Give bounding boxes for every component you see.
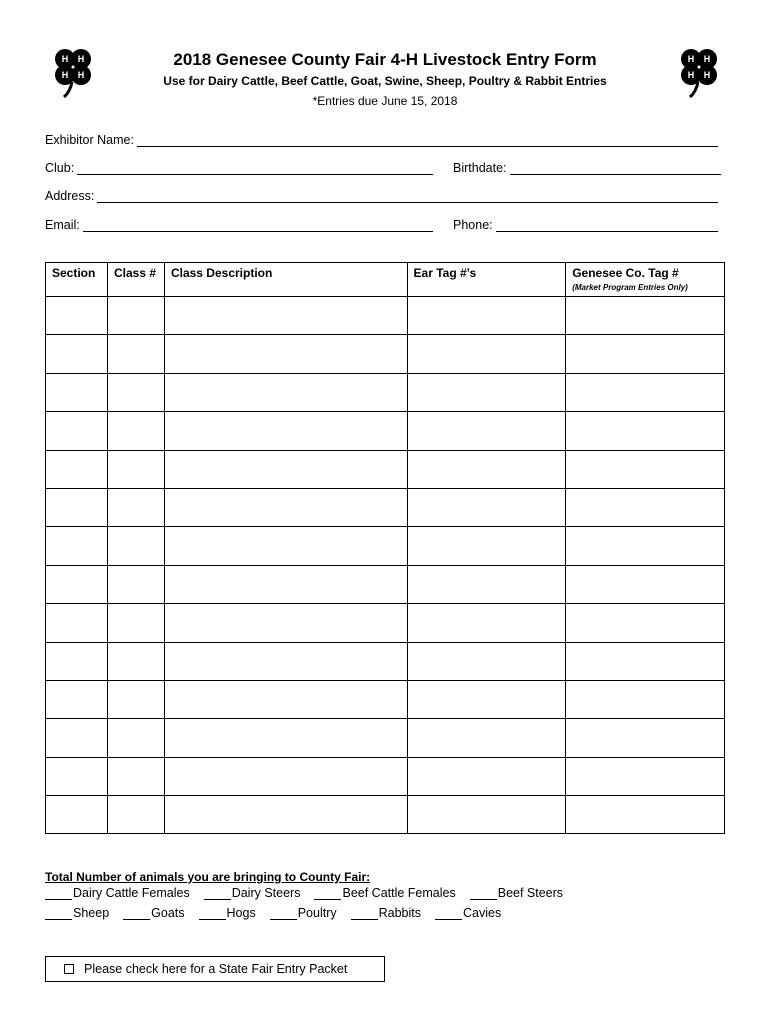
cell-class-number[interactable] <box>107 680 164 718</box>
table-row <box>46 565 725 603</box>
cell-ear-tag[interactable] <box>407 796 566 834</box>
blank-line[interactable] <box>45 887 72 900</box>
cell-class-description[interactable] <box>164 373 407 411</box>
cell-class-description[interactable] <box>164 565 407 603</box>
cell-genesee-tag[interactable] <box>566 757 725 795</box>
table-row <box>46 335 725 373</box>
table-row <box>46 412 725 450</box>
cell-class-description[interactable] <box>164 297 407 335</box>
table-row <box>46 373 725 411</box>
cell-section[interactable] <box>46 412 108 450</box>
total-label: Cavies <box>463 906 502 920</box>
cell-genesee-tag[interactable] <box>566 527 725 565</box>
total-label: Goats <box>151 906 185 920</box>
birthdate-line[interactable] <box>510 162 721 175</box>
total-beef-cattle-females[interactable] <box>314 886 455 900</box>
cell-ear-tag[interactable] <box>407 642 566 680</box>
market-program-note: (Market Program Entries Only) <box>572 283 688 292</box>
cell-section[interactable] <box>46 335 108 373</box>
cell-class-number[interactable] <box>107 488 164 526</box>
cell-ear-tag[interactable] <box>407 412 566 450</box>
cell-ear-tag[interactable] <box>407 604 566 642</box>
table-row <box>46 527 725 565</box>
column-header-class-description: Class Description <box>164 263 407 297</box>
total-label: Sheep <box>73 906 110 920</box>
cell-genesee-tag[interactable] <box>566 719 725 757</box>
address-label: Address: <box>45 189 95 203</box>
table-row <box>46 757 725 795</box>
cell-genesee-tag[interactable] <box>566 642 725 680</box>
cell-class-number[interactable] <box>107 796 164 834</box>
cell-class-number[interactable] <box>107 412 164 450</box>
total-cavies[interactable] <box>435 906 501 920</box>
table-row <box>46 488 725 526</box>
clover-leaf-letter: H <box>77 70 85 80</box>
table-row <box>46 297 725 335</box>
exhibitor-name-label: Exhibitor Name: <box>45 133 134 147</box>
address-field[interactable] <box>45 187 718 203</box>
blank-line[interactable] <box>123 907 150 920</box>
cell-class-description[interactable] <box>164 642 407 680</box>
phone-line[interactable] <box>496 219 718 232</box>
cell-class-description[interactable] <box>164 412 407 450</box>
clover-leaf-letter: H <box>77 54 85 64</box>
cell-ear-tag[interactable] <box>407 297 566 335</box>
genesee-tag-label: Genesee Co. Tag # <box>572 266 679 280</box>
exhibitor-name-line[interactable] <box>137 134 718 147</box>
cell-ear-tag[interactable] <box>407 680 566 718</box>
table-header-row <box>46 263 725 297</box>
total-dairy-steers[interactable] <box>204 886 301 900</box>
cell-section[interactable] <box>46 680 108 718</box>
cell-ear-tag[interactable] <box>407 527 566 565</box>
clover-leaf-letter: H <box>687 70 695 80</box>
cell-class-number[interactable] <box>107 450 164 488</box>
cell-class-description[interactable] <box>164 335 407 373</box>
table-row <box>46 796 725 834</box>
table-row <box>46 604 725 642</box>
table-row <box>46 642 725 680</box>
email-label: Email: <box>45 218 80 232</box>
state-fair-checkbox[interactable] <box>64 964 74 974</box>
cell-section[interactable] <box>46 719 108 757</box>
column-header-ear-tag: Ear Tag #’s <box>407 263 566 297</box>
clover-leaf-letter: H <box>61 54 69 64</box>
column-header-class-number: Class # <box>107 263 164 297</box>
state-fair-label: Please check here for a State Fair Entry Packet <box>84 962 348 976</box>
cell-section[interactable] <box>46 450 108 488</box>
cell-section[interactable] <box>46 565 108 603</box>
birthdate-field[interactable] <box>453 159 721 175</box>
cell-class-description[interactable] <box>164 604 407 642</box>
cell-class-description[interactable] <box>164 450 407 488</box>
table-row <box>46 719 725 757</box>
form-subtitle: Use for Dairy Cattle, Beef Cattle, Goat, Swine, Sheep, Poultry & Rabbit Entries <box>163 74 607 88</box>
clover-leaf-letter: H <box>703 54 711 64</box>
cell-section[interactable] <box>46 642 108 680</box>
total-label: Poultry <box>297 906 337 920</box>
cell-section[interactable] <box>46 297 108 335</box>
cell-genesee-tag[interactable] <box>566 335 725 373</box>
total-label: Beef Steers <box>497 886 564 900</box>
club-label: Club: <box>45 161 75 175</box>
cell-class-number[interactable] <box>107 642 164 680</box>
cell-class-number[interactable] <box>107 527 164 565</box>
clover-leaf-letter: H <box>61 70 69 80</box>
cell-ear-tag[interactable] <box>407 335 566 373</box>
cell-section[interactable] <box>46 373 108 411</box>
cell-class-description[interactable] <box>164 488 407 526</box>
cell-ear-tag[interactable] <box>407 719 566 757</box>
form-title: 2018 Genesee County Fair 4-H Livestock Entry Form <box>173 50 597 69</box>
cell-genesee-tag[interactable] <box>566 604 725 642</box>
cell-class-description[interactable] <box>164 527 407 565</box>
cell-section[interactable] <box>46 488 108 526</box>
cell-ear-tag[interactable] <box>407 450 566 488</box>
table-row <box>46 680 725 718</box>
exhibitor-name-field[interactable] <box>45 131 718 147</box>
totals-heading: Total Number of animals you are bringing to County Fair: <box>45 870 371 884</box>
cell-genesee-tag[interactable] <box>566 450 725 488</box>
cell-genesee-tag[interactable] <box>566 373 725 411</box>
total-dairy-cattle-females[interactable] <box>45 886 190 900</box>
cell-class-number[interactable] <box>107 297 164 335</box>
total-sheep[interactable] <box>45 906 109 920</box>
club-field[interactable] <box>45 159 433 175</box>
phone-field[interactable] <box>453 216 718 232</box>
total-poultry[interactable] <box>270 906 337 920</box>
phone-label: Phone: <box>453 218 493 232</box>
total-label: Rabbits <box>378 906 421 920</box>
cell-genesee-tag[interactable] <box>566 488 725 526</box>
cell-class-number[interactable] <box>107 565 164 603</box>
column-header-genesee-tag <box>566 263 725 297</box>
cell-genesee-tag[interactable] <box>566 796 725 834</box>
blank-line[interactable] <box>45 907 72 920</box>
cell-class-number[interactable] <box>107 757 164 795</box>
total-label: Beef Cattle Females <box>342 886 456 900</box>
email-line[interactable] <box>83 219 433 232</box>
cell-class-number[interactable] <box>107 604 164 642</box>
cell-genesee-tag[interactable] <box>566 412 725 450</box>
cell-class-number[interactable] <box>107 335 164 373</box>
cell-section[interactable] <box>46 757 108 795</box>
due-date-note: *Entries due June 15, 2018 <box>312 94 458 108</box>
clover-leaf-letter: H <box>687 54 695 64</box>
blank-line[interactable] <box>470 887 497 900</box>
total-label: Dairy Steers <box>231 886 301 900</box>
email-field[interactable] <box>45 216 433 232</box>
cell-section[interactable] <box>46 796 108 834</box>
club-line[interactable] <box>77 162 433 175</box>
cell-genesee-tag[interactable] <box>566 680 725 718</box>
totals-row-1 <box>45 886 563 900</box>
cell-section[interactable] <box>46 527 108 565</box>
total-goats[interactable] <box>123 906 184 920</box>
table-row <box>46 450 725 488</box>
cell-class-description[interactable] <box>164 680 407 718</box>
cell-genesee-tag[interactable] <box>566 297 725 335</box>
entry-table <box>45 262 725 834</box>
state-fair-entry-box[interactable] <box>45 956 385 982</box>
total-rabbits[interactable] <box>351 906 421 920</box>
cell-ear-tag[interactable] <box>407 757 566 795</box>
address-line[interactable] <box>97 190 718 203</box>
cell-section[interactable] <box>46 604 108 642</box>
totals-row-2 <box>45 906 501 920</box>
cell-class-description[interactable] <box>164 757 407 795</box>
cell-ear-tag[interactable] <box>407 373 566 411</box>
total-hogs[interactable] <box>199 906 256 920</box>
cell-class-description[interactable] <box>164 719 407 757</box>
cell-class-number[interactable] <box>107 719 164 757</box>
cell-genesee-tag[interactable] <box>566 565 725 603</box>
blank-line[interactable] <box>204 887 231 900</box>
blank-line[interactable] <box>270 907 297 920</box>
total-label: Hogs <box>226 906 256 920</box>
clover-leaf-letter: H <box>703 70 711 80</box>
total-beef-steers[interactable] <box>470 886 563 900</box>
cell-class-number[interactable] <box>107 373 164 411</box>
blank-line[interactable] <box>314 887 341 900</box>
blank-line[interactable] <box>199 907 226 920</box>
blank-line[interactable] <box>351 907 378 920</box>
cell-ear-tag[interactable] <box>407 565 566 603</box>
column-header-section: Section <box>46 263 108 297</box>
total-label: Dairy Cattle Females <box>73 886 190 900</box>
cell-class-description[interactable] <box>164 796 407 834</box>
blank-line[interactable] <box>435 907 462 920</box>
cell-ear-tag[interactable] <box>407 488 566 526</box>
birthdate-label: Birthdate: <box>453 161 507 175</box>
